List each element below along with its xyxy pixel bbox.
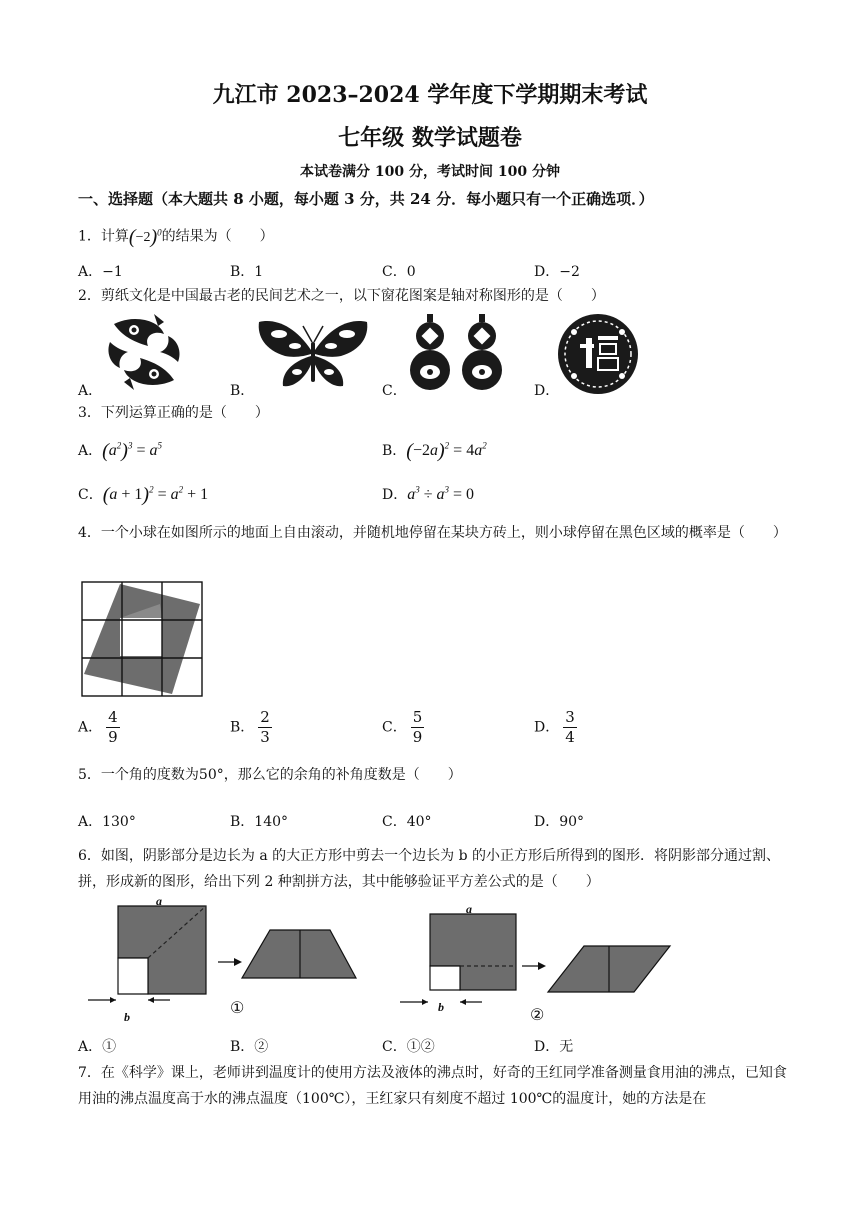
q3-option-b[interactable]: B．$(-2a)^2 = 4a^2$ (382, 440, 487, 462)
q1-suffix: 的结果为（ ） (161, 228, 274, 245)
q4-b-numerator: 2 (260, 708, 270, 726)
section-heading: 一、选择题（本大题共 8 小题，每小题 3 分，共 24 分．每小题只有一个正确选项．） (78, 190, 654, 208)
fig2-label-a: a (466, 902, 472, 916)
q4-b-denominator: 3 (260, 728, 270, 746)
fig1-tag: ① (230, 998, 245, 1017)
question-3-stem: 3．下列运算正确的是（ ） (78, 405, 269, 421)
q6-option-d[interactable]: D．无 (534, 1039, 574, 1055)
fig2-label-b: b (438, 1000, 444, 1014)
papercut-butterfly-icon (255, 316, 371, 392)
exam-note: 本试卷满分 100 分，考试时间 100 分钟 (300, 164, 560, 180)
q4-option-d[interactable]: D． $\frac{3}{4}$ (534, 708, 575, 746)
q1-option-b[interactable]: B．1 (230, 264, 264, 280)
q6-option-b[interactable]: B．② (230, 1039, 269, 1055)
question-4-stem: 4．一个小球在如图所示的地面上自由滚动，并随机地停留在某块方砖上，则小球停留在黑色区域的概率是（ ） (78, 525, 787, 541)
q5-option-a[interactable]: A．130° (78, 814, 136, 830)
q1-prefix: 1．计算 (78, 228, 129, 245)
q5-angle: 50° (198, 767, 224, 783)
q1-option-d[interactable]: D．−2 (534, 264, 580, 280)
q4-a-denominator: 9 (108, 728, 118, 746)
exam-subtitle: 七年级 数学试题卷 (338, 125, 522, 151)
question-2-stem: 2．剪纸文化是中国最古老的民间艺术之一，以下窗花图案是轴对称图形的是（ ） (78, 288, 605, 304)
q1-option-c[interactable]: C．0 (382, 264, 416, 280)
question-1-stem: 1．计算$(-2)^0$的结果为（ ） (78, 225, 274, 248)
tile-grid-figure (80, 580, 204, 698)
fig1-label-a: a (156, 894, 162, 908)
question-6-stem: 6．如图，阴影部分是边长为 a 的大正方形中剪去一个边长为 b 的小正方形后所得到的图形．将阴影部分通过割、拼，形成新的图形，给出下列 2 种割拼方法，其中能够验证平方差公式的是（ ） (78, 848, 781, 890)
q3-option-c[interactable]: C．$(a + 1)^2 = a^2 + 1$ (78, 484, 209, 506)
q4-c-denominator: 9 (412, 728, 423, 746)
q2-option-d[interactable]: D． (534, 383, 560, 399)
exam-title: 九江市 2023–2024 学年度下学期期末考试 (212, 82, 648, 108)
fig1-label-b: b (124, 1010, 130, 1024)
q5-option-c[interactable]: C．40° (382, 814, 432, 830)
papercut-fish-icon (104, 312, 184, 392)
q6-option-a[interactable]: A．① (78, 1039, 117, 1055)
q4-option-a[interactable]: A． $\frac{4}{9}$ (78, 708, 118, 746)
q5-option-b[interactable]: B．140° (230, 814, 289, 830)
question-5-stem: 5．一个角的度数为50°，那么它的余角的补角度数是（ ） (78, 767, 462, 783)
q2-option-b[interactable]: B． (230, 383, 255, 399)
question-7-stem: 7．在《科学》课上，老师讲到温度计的使用方法及液体的沸点时，好奇的王红同学准备测量食用油的沸点，已知食用油的沸点温度高于水的沸点温度（100℃），王红家只有刻度不超过 100℃的温度计，她的方法是在 (78, 1065, 787, 1107)
q4-option-c[interactable]: C． $\frac{5}{9}$ (382, 708, 423, 746)
papercut-round-fu-icon (556, 312, 640, 396)
q2-option-a[interactable]: A． (78, 383, 103, 399)
q3-option-a[interactable]: A．$(a^2)^3 = a^5$ (78, 440, 162, 462)
q6-option-c[interactable]: C．①② (382, 1039, 435, 1055)
q5-option-d[interactable]: D．90° (534, 814, 585, 830)
q4-d-denominator: 4 (565, 728, 575, 746)
fig2-tag: ② (530, 1005, 545, 1024)
papercut-gourd-icon (404, 312, 508, 392)
q4-a-numerator: 4 (108, 708, 118, 726)
q1-exponent: 0 (157, 227, 162, 237)
q1-option-a[interactable]: A．−1 (78, 264, 123, 280)
q2-option-c[interactable]: C． (382, 383, 407, 399)
q4-d-numerator: 3 (565, 708, 575, 726)
q4-c-numerator: 5 (412, 708, 423, 726)
q4-option-b[interactable]: B． $\frac{2}{3}$ (230, 708, 270, 746)
q1-base: −2 (135, 229, 151, 245)
q3-option-d[interactable]: D．$a^3 \div a^3 = 0$ (382, 484, 475, 503)
